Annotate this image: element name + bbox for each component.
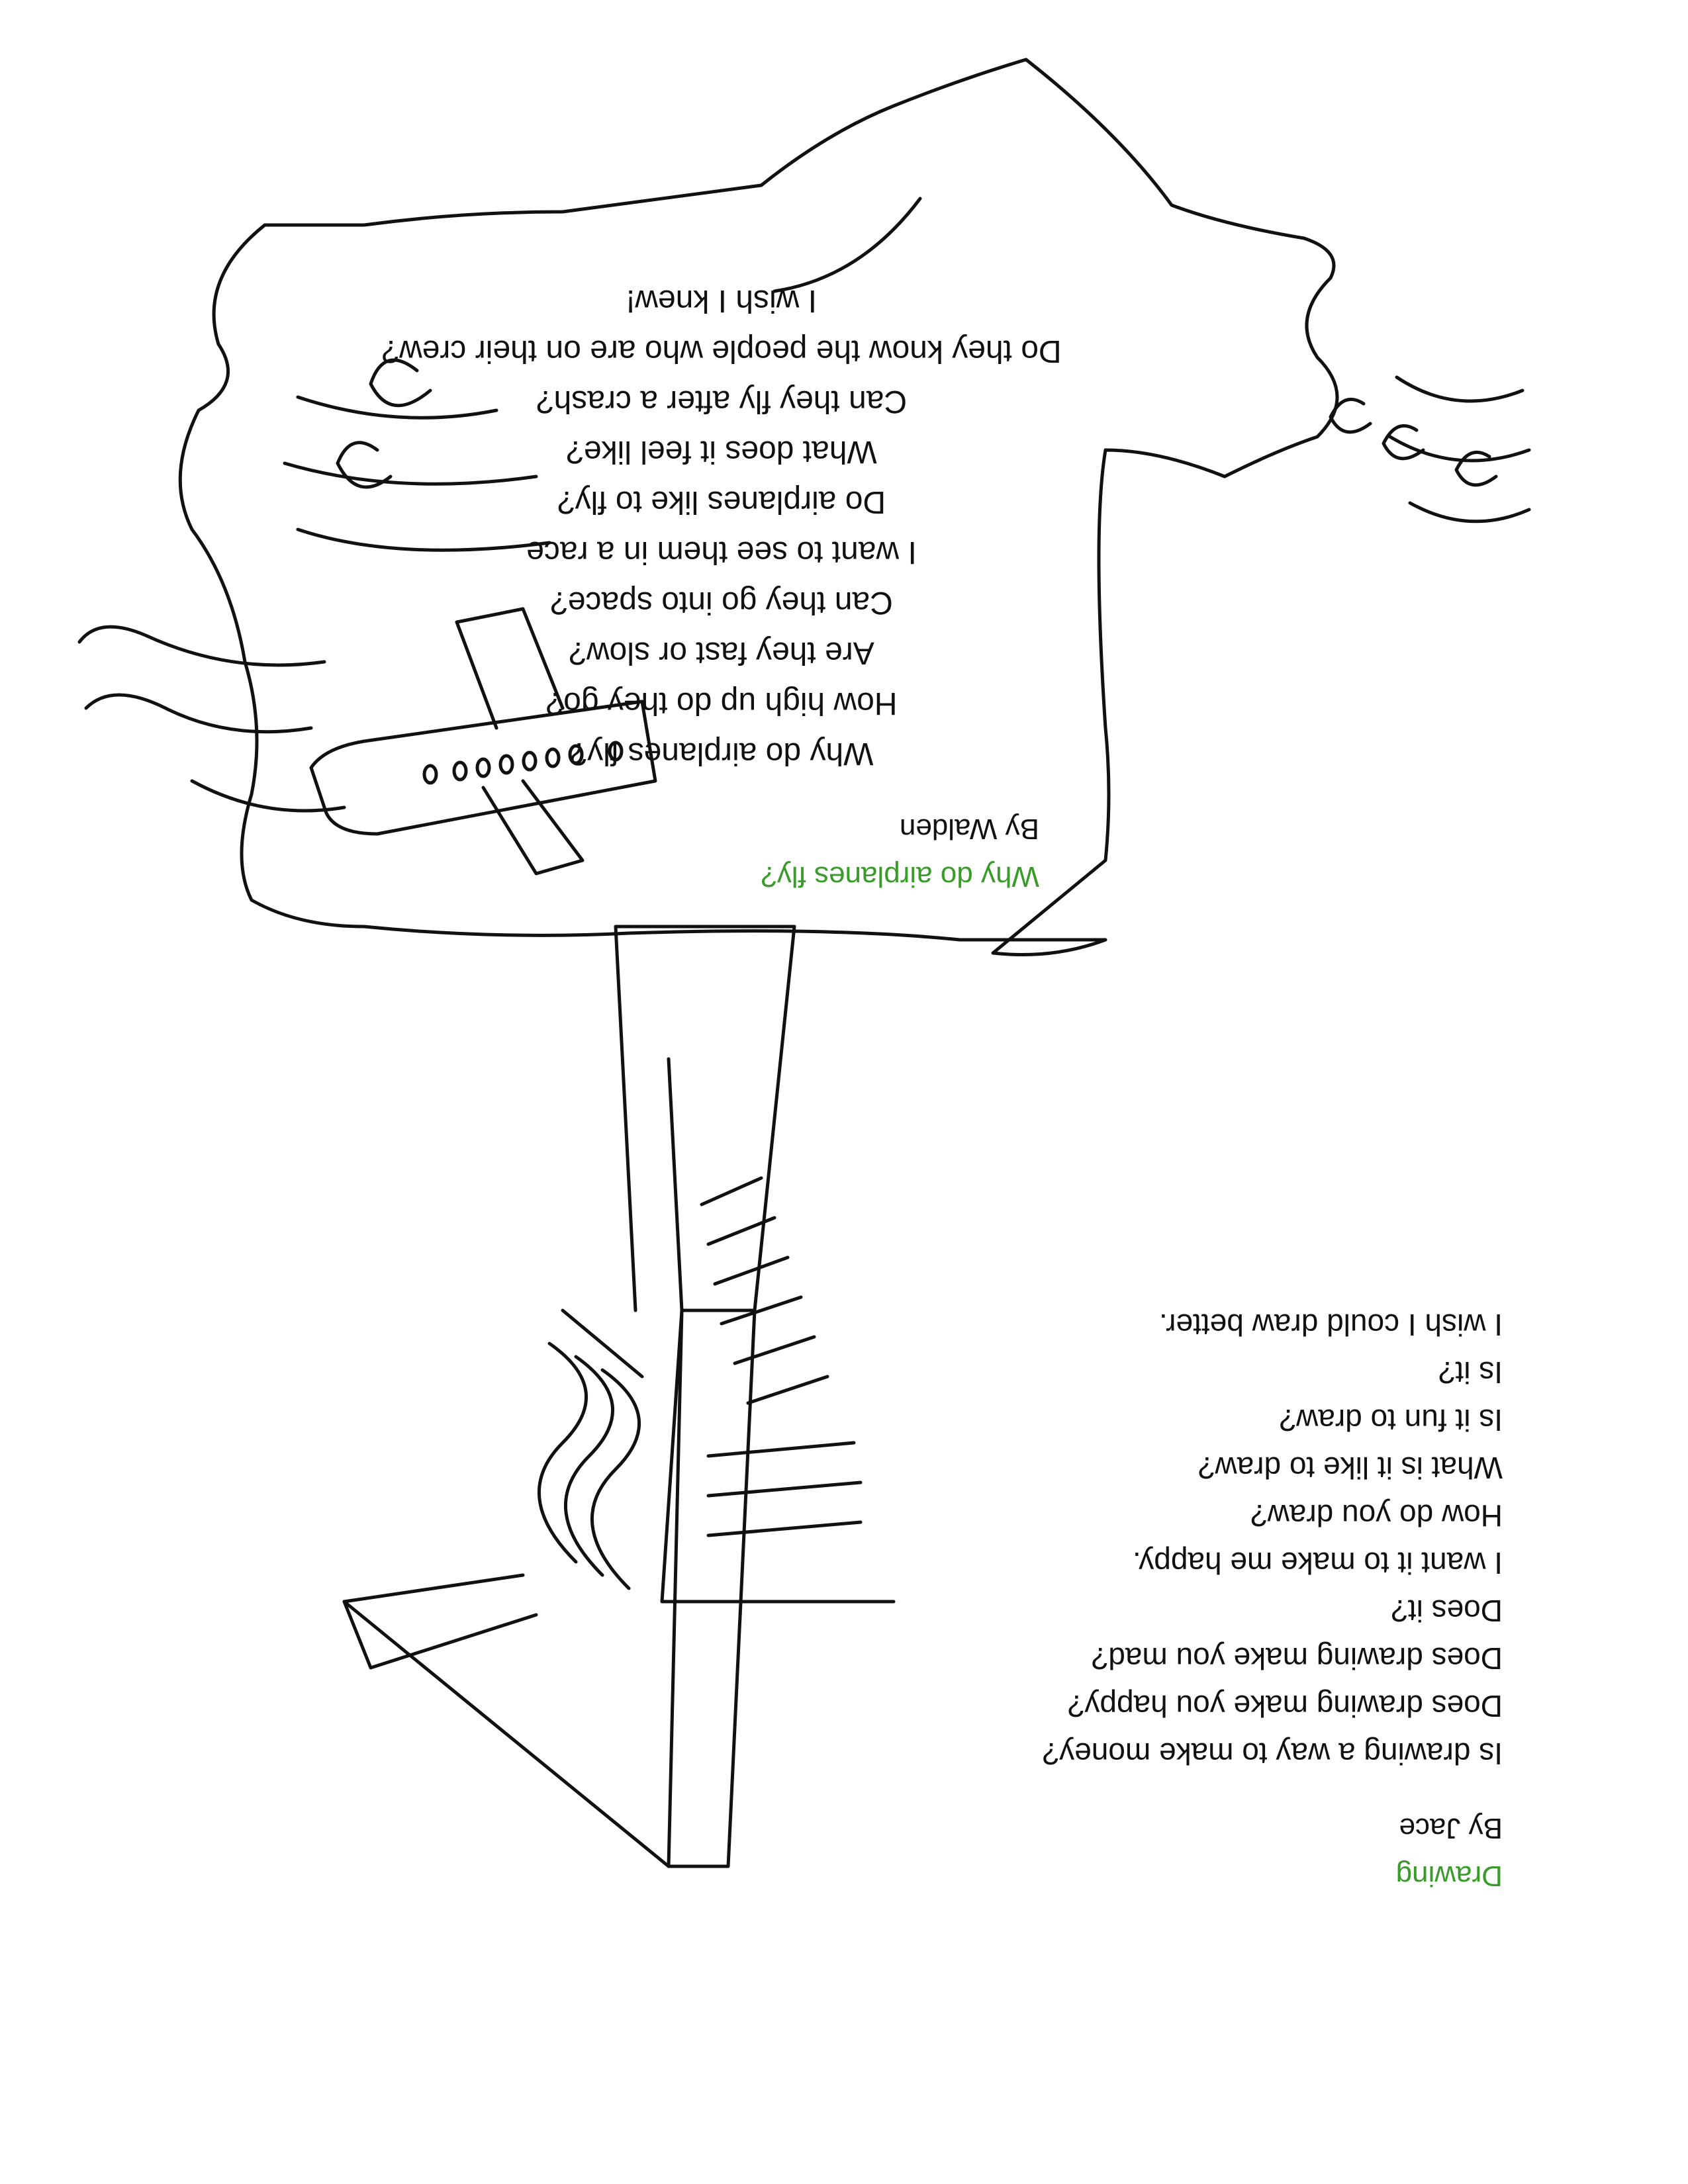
poem-line: What does it feel like? xyxy=(566,434,877,469)
poem-author: By Jace xyxy=(1399,1812,1503,1844)
poem-line: Can they fly after a crash? xyxy=(536,384,908,419)
poem-line: Do they know the people who are on their crew? xyxy=(381,334,1062,369)
poem-line: Is it? xyxy=(1438,1355,1503,1390)
poem-line: I wish I knew! xyxy=(626,283,818,318)
poem-line: Do airplanes like to fly? xyxy=(557,484,886,520)
poem-title: Why do airplanes fly? xyxy=(761,860,1039,893)
poem-line: I want it to make me happy. xyxy=(1132,1546,1503,1580)
poem-title: Drawing xyxy=(1395,1860,1503,1892)
poem-line: How high up do they go? xyxy=(545,686,898,721)
poem-line: I want to see them in a race xyxy=(526,535,917,570)
poem-line: Is drawing a way to make money? xyxy=(1042,1737,1503,1771)
poem-line: Why do airplanes fly? xyxy=(569,736,874,771)
poem-line: What is it like to draw? xyxy=(1197,1451,1503,1485)
poem-line: Does it? xyxy=(1391,1594,1503,1628)
pencil-drawing-sketch xyxy=(344,927,894,1866)
poem-line: Are they fast or slow? xyxy=(569,635,874,670)
poem-line: Does drawing make you mad? xyxy=(1091,1641,1503,1676)
poem-airplanes xyxy=(351,275,1092,900)
poem-line: I wish I could draw better. xyxy=(1158,1308,1503,1342)
poem-author: By Walden xyxy=(899,813,1039,845)
poem-line: How do you draw? xyxy=(1250,1498,1503,1533)
poem-drawing xyxy=(1043,1301,1503,1899)
poem-line: Does drawing make you happy? xyxy=(1067,1689,1503,1723)
poem-line: Can they go into space? xyxy=(550,585,893,620)
poem-line: Is it fun to draw? xyxy=(1279,1403,1503,1437)
